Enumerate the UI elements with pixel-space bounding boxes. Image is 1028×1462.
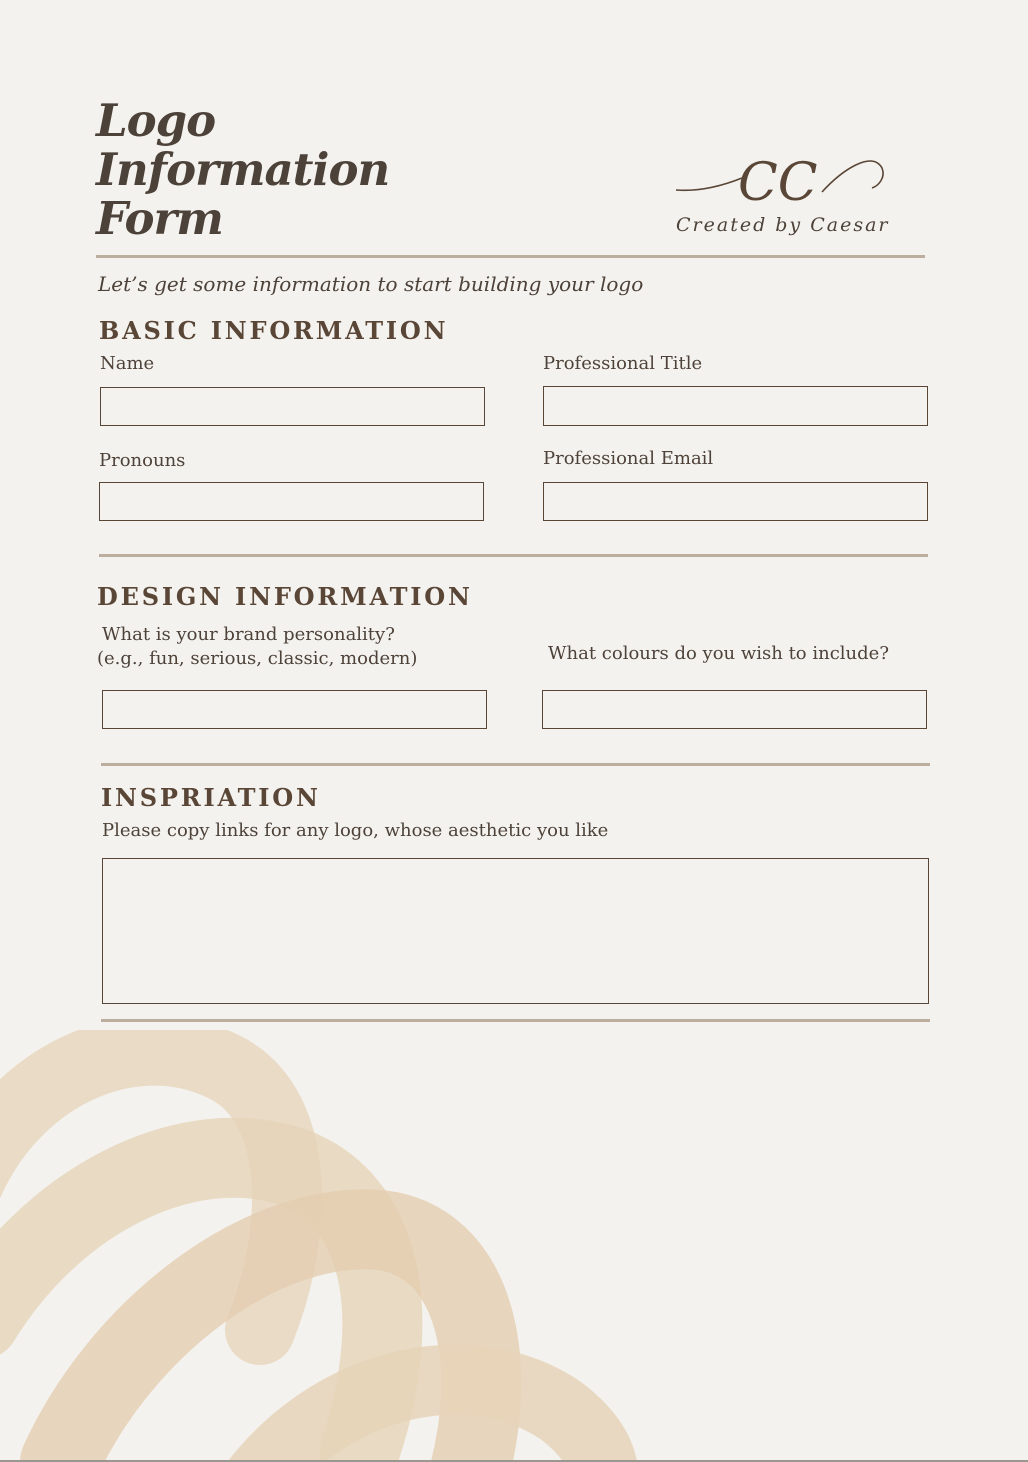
basic-information-heading: BASIC INFORMATION: [99, 316, 449, 345]
inspiration-links-textarea[interactable]: [102, 858, 929, 1004]
inspiration-label: Please copy links for any logo, whose aesthetic you like: [102, 820, 609, 841]
pronouns-label: Pronouns: [99, 450, 186, 471]
design-section-divider: [101, 763, 930, 766]
creator-credit: Created by Caesar: [676, 214, 890, 236]
brand-personality-input[interactable]: [102, 690, 487, 729]
brand-personality-label-line-2: (e.g., fun, serious, classic, modern): [97, 648, 418, 669]
monogram-letters: CC: [738, 153, 818, 210]
brush-stroke-decoration: [0, 1030, 640, 1462]
title-line-1: Logo: [96, 94, 216, 147]
colours-label: What colours do you wish to include?: [548, 643, 889, 664]
title-line-3: Form: [96, 192, 223, 245]
professional-email-label: Professional Email: [543, 448, 714, 469]
header-divider: [96, 255, 925, 258]
professional-title-input[interactable]: [543, 386, 928, 426]
pronouns-input[interactable]: [99, 482, 484, 521]
professional-title-label: Professional Title: [543, 353, 703, 374]
professional-email-input[interactable]: [543, 482, 928, 521]
brand-personality-label-line-1: What is your brand personality?: [102, 624, 395, 645]
colours-input[interactable]: [542, 690, 927, 729]
inspiration-heading: INSPRIATION: [101, 783, 321, 812]
title-line-2: Information: [96, 143, 390, 196]
inspiration-section-divider: [101, 1019, 930, 1022]
design-information-heading: DESIGN INFORMATION: [97, 582, 473, 611]
cc-monogram-logo: [672, 148, 892, 210]
page-title: [96, 96, 389, 243]
basic-section-divider: [99, 554, 928, 557]
form-subtitle: Let’s get some information to start building your logo: [98, 272, 644, 296]
name-label: Name: [100, 353, 155, 374]
name-input[interactable]: [100, 387, 485, 426]
